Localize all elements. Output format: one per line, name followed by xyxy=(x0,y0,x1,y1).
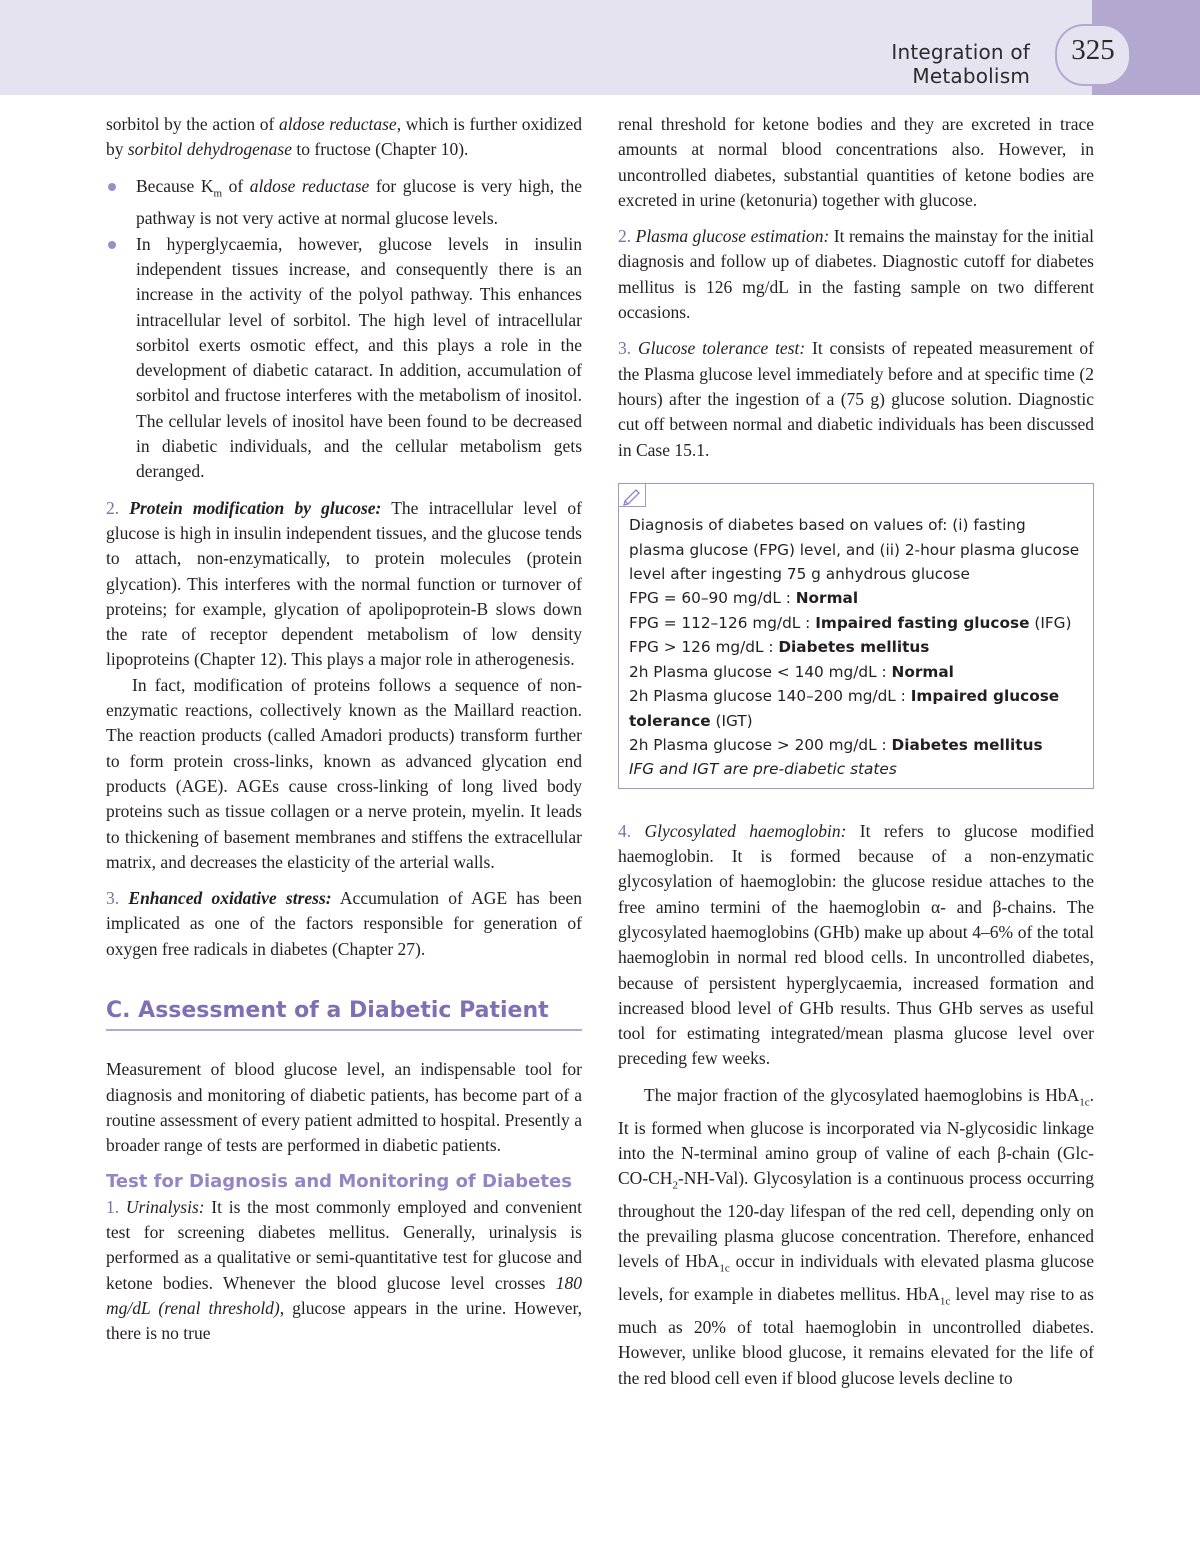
glycosylated-haemoglobin-paragraph: 4. Glycosylated haemoglobin: It refers to glucose modified haemoglobin. It is formed because of a non-enzymatic glycosylation of haemoglobin: the glucose residue attaches to the free amino termini of the haemoglobin α- and β-chains. The glycosylated haemoglobins (GHb) make up about 4–6% of the total haemoglobin in normal red blood cells. In uncontrolled diabetes, because of persistent hyperglycaemia, increased formation and increased blood level of GHb results. Thus GHb serves as useful tool for estimating integrated/mean plasma glucose level over preceding few weeks. xyxy=(618,820,1095,1069)
bullet-dot-icon xyxy=(108,183,116,191)
pencil-icon xyxy=(619,484,646,507)
note-line: 2h Plasma glucose < 140 mg/dL : Normal xyxy=(629,662,954,681)
diagnosis-note-box xyxy=(618,483,1094,789)
note-line: 2h Plasma glucose 140–200 mg/dL : Impaired glucose tolerance (IGT) xyxy=(629,687,1060,730)
note-line: FPG = 60–90 mg/dL : Normal xyxy=(629,589,859,608)
note-intro: Diagnosis of diabetes based on values of: (i) fasting plasma glucose (FPG) level, and (ii) 2-hour plasma glucose level after ingesting 75 g anhydrous glucose xyxy=(629,516,1080,584)
page-number: 325 xyxy=(1071,34,1115,66)
ketone-continuation-paragraph: renal threshold for ketone bodies and they are excreted in trace amounts at normal blood concentrations also. However, in uncontrolled diabetes, substantial quantities of ketone bodies are excreted in urine (ketonuria) together with glucose. xyxy=(618,114,1094,210)
intro-paragraph: sorbitol by the action of aldose reductase, which is further oxidized by sorbitol dehydrogenase to fructose (Chapter 10). xyxy=(106,114,583,160)
glucose-tolerance-paragraph: 3. Glucose tolerance test: It consists of repeated measurement of the Plasma glucose level immediately before and at specific time (2 hours) after the ingestion of a (75 g) glucose solution. Diagnostic cut off between normal and diabetic individuals has been discussed in Case 15.1. xyxy=(618,338,1095,460)
section-title: C. Assessment of a Diabetic Patient xyxy=(106,998,582,1031)
subsection-title: Test for Diagnosis and Monitoring of Diabetes xyxy=(106,1171,572,1193)
urinalysis-paragraph: 1. Urinalysis: It is the most commonly employed and convenient test for screening diabetes mellitus. Generally, urinalysis is performed as a qualitative or semi-quantitative test for glucose and ketone bodies. Whenever the blood glucose level crosses 180 mg/dL (renal threshold), glucose appears in the urine. However, there is no true xyxy=(106,1196,582,1344)
section-intro-paragraph: Measurement of blood glucose level, an indispensable tool for diagnosis and monitoring of diabetic patients, has become part of a routine assessment of every patient admitted to hospital. Presently a broader range of tests are performed in diabetic patients. xyxy=(106,1059,582,1156)
bullet-dot-icon xyxy=(108,241,116,249)
protein-modification-paragraph: 2. Protein modification by glucose: The intracellular level of glucose is high in insulin independent tissues, and the glucose tends to attach, non-enzymatically, to protein molecules (protein glycation). This interferes with the normal function or turnover of proteins; for example, glycation of apolipoprotein-B slows down the rate of receptor dependent metabolism of low density lipoproteins (Chapter 12). This plays a major role in atherogenesis. xyxy=(106,497,583,670)
bullet-item: Because $K_m$ of aldose reductase for glucose is very high, the pathway is not very active at normal glucose levels. xyxy=(106,174,582,232)
hba1c-paragraph: The major fraction of the glycosylated haemoglobins is HbA$_{1c}$. It is formed when glucose is incorporated via N-glycosidic linkage into the N-terminal amino group of valine of each β-chain $(Glc-CO-CH_2-NH-Val)$. Glycosylation is a continuous process occurring throughout the 120-day lifespan of the red cell, depending only on the prevailing plasma glucose concentration. Therefore, enhanced levels of HbA$_{1c}$ occur in individuals with elevated plasma glucose levels, for example in diabetes mellitus. HbA$_{1c}$ level may rise to as much as 20% of total haemoglobin in uncontrolled diabetes. However, unlike blood glucose, it remains elevated for the life of the red blood cell even if blood glucose levels decline to xyxy=(618,1084,1094,1388)
pencil-icon-svg xyxy=(619,484,645,506)
plasma-glucose-paragraph: 2. Plasma glucose estimation: It remains the mainstay for the initial diagnosis and follow up of diabetes. Diagnostic cutoff for diabetes mellitus is 126 mg/dL in the fasting sample on two different occasions. xyxy=(618,226,1095,323)
left-column xyxy=(106,112,582,1347)
maillard-paragraph: In fact, modification of proteins follows a sequence of non-enzymatic reactions, collectively known as the Maillard reaction. The reaction products (called Amadori products) transform further to form protein cross-links, known as advanced glycation end products (AGE). AGEs cause cross-linking of long lived body proteins such as tissue collagen or a nerve protein, myelin. It leads to thickening of basement membranes and stiffens the extracellular matrix, and decreases the elasticity of the arterial walls. xyxy=(106,674,582,872)
oxidative-stress-paragraph: 3. Enhanced oxidative stress: Accumulation of AGE has been implicated as one of the factors responsible for generation of oxygen free radicals in diabetes (Chapter 27). xyxy=(106,888,582,959)
running-title: Integration of Metabolism xyxy=(891,40,1030,88)
bullet-item: In hyperglycaemia, however, glucose levels in insulin independent tissues increase, and consequently there is an increase in the activity of the polyol pathway. This enhances intracellular level of sorbitol. The high level of intracellular sorbitol exerts osmotic effect, and this plays a role in the development of diabetic cataract. In addition, accumulation of sorbitol and fructose interferes with the metabolism of inositol. The cellular levels of inositol have been found to be decreased in diabetic individuals, and the cellular metabolism gets deranged. xyxy=(106,232,582,485)
note-footer: IFG and IGT are pre-diabetic states xyxy=(629,760,897,779)
note-line: FPG > 126 mg/dL : Diabetes mellitus xyxy=(629,638,930,657)
right-column xyxy=(618,112,1094,1391)
note-line: FPG = 112–126 mg/dL : Impaired fasting glucose (IFG) xyxy=(629,613,1072,632)
bullet-list xyxy=(106,174,582,485)
note-line: 2h Plasma glucose > 200 mg/dL : Diabetes mellitus xyxy=(629,735,1043,754)
